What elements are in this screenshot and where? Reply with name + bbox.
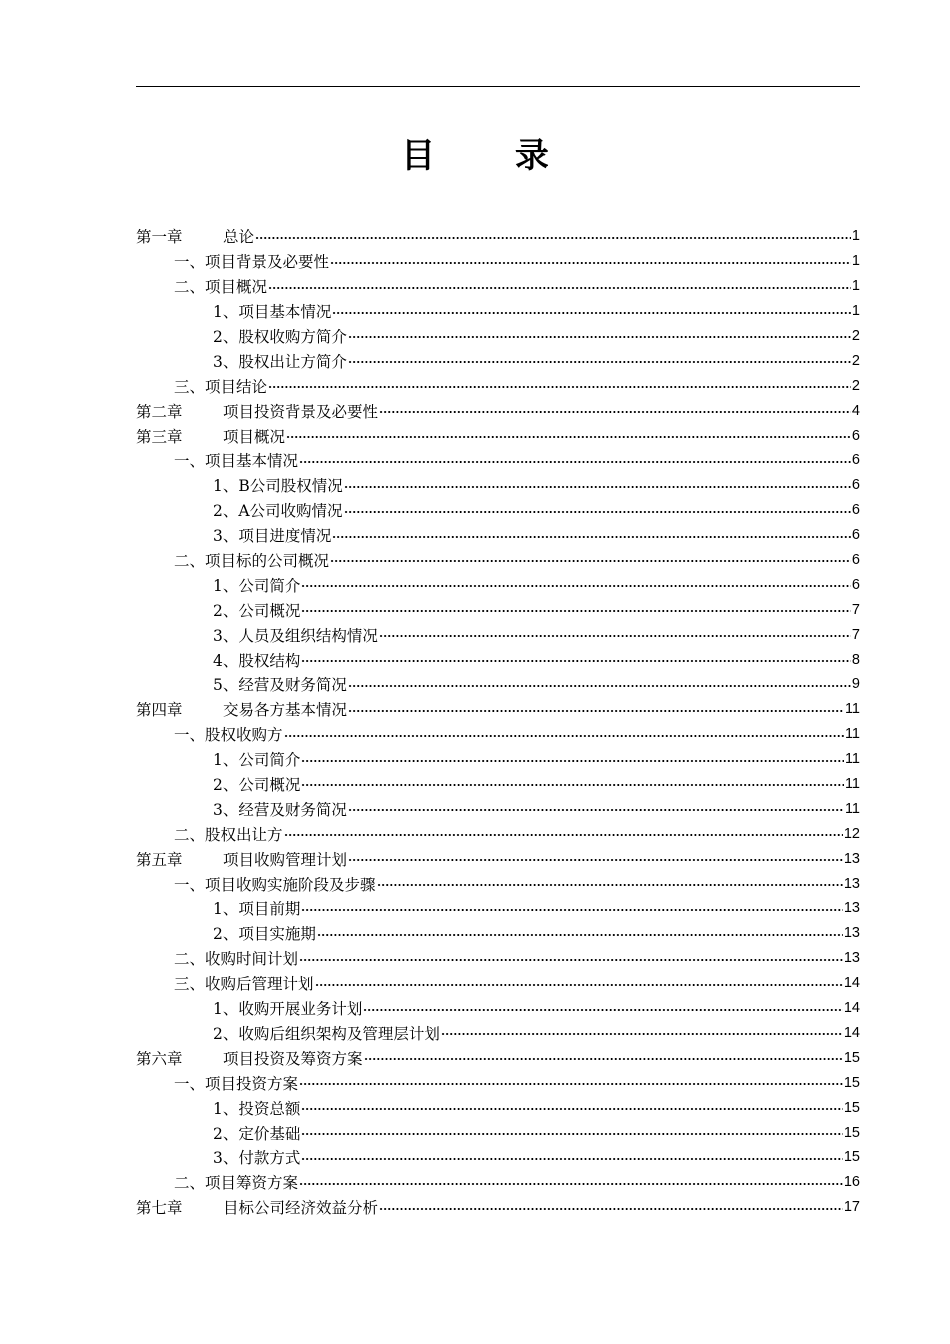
toc-page-number: 13 xyxy=(843,875,860,892)
table-of-contents xyxy=(136,224,860,1220)
toc-chapter-number: 第二章 xyxy=(136,402,183,421)
toc-chapter-entry[interactable] xyxy=(136,423,860,448)
toc-dot-leader xyxy=(255,234,851,242)
toc-page-number: 1 xyxy=(851,303,860,320)
toc-entry-label: 总论 xyxy=(223,228,255,247)
toc-entry-text xyxy=(213,798,347,820)
toc-subsection-entry[interactable] xyxy=(136,523,860,548)
toc-dot-leader xyxy=(348,333,851,341)
toc-entry-text xyxy=(136,1196,378,1218)
toc-dot-leader xyxy=(299,956,843,964)
toc-entry-text xyxy=(213,1122,300,1144)
toc-dot-leader xyxy=(286,433,851,441)
toc-subsection-entry[interactable] xyxy=(136,1145,860,1170)
toc-entry-text xyxy=(213,350,347,372)
toc-subsection-entry[interactable] xyxy=(136,498,860,523)
toc-subsection-entry[interactable] xyxy=(136,473,860,498)
toc-chapter-entry[interactable] xyxy=(136,398,860,423)
toc-entry-label: 2、股权收购方简介 xyxy=(213,328,347,346)
toc-subsection-entry[interactable] xyxy=(136,921,860,946)
toc-page-number: 13 xyxy=(843,850,860,867)
toc-subsection-entry[interactable] xyxy=(136,747,860,772)
toc-dot-leader xyxy=(344,483,851,491)
toc-entry-text xyxy=(213,922,316,944)
toc-page-number: 1 xyxy=(851,253,860,270)
toc-section-entry[interactable] xyxy=(136,548,860,573)
toc-dot-leader xyxy=(301,582,851,590)
toc-entry-label: 1、投资总额 xyxy=(213,1099,301,1118)
toc-page-number: 4 xyxy=(851,402,860,419)
toc-dot-leader xyxy=(301,757,844,765)
toc-entry-label: 3、股权出让方简介 xyxy=(213,352,347,371)
toc-page-number: 11 xyxy=(844,776,860,793)
toc-subsection-entry[interactable] xyxy=(136,299,860,324)
toc-dot-leader xyxy=(301,781,844,789)
toc-entry-text xyxy=(213,997,362,1019)
toc-entry-label: 1、项目基本情况 xyxy=(213,303,332,322)
toc-page-number: 17 xyxy=(843,1199,860,1216)
toc-title: 目 录 xyxy=(401,136,583,176)
toc-chapter-entry[interactable] xyxy=(136,1195,860,1220)
toc-dot-leader xyxy=(299,1080,843,1088)
toc-entry-text xyxy=(174,723,283,745)
toc-subsection-entry[interactable] xyxy=(136,348,860,373)
toc-dot-leader xyxy=(348,856,843,864)
toc-dot-leader xyxy=(348,682,851,690)
toc-page-number: 15 xyxy=(843,1099,860,1116)
toc-page-number: 15 xyxy=(843,1124,860,1141)
toc-entry-text xyxy=(136,400,378,422)
toc-entry-text xyxy=(213,524,331,546)
toc-dot-leader xyxy=(379,408,851,416)
toc-entry-text xyxy=(213,325,347,347)
toc-dot-leader xyxy=(441,1030,843,1038)
toc-entry-label: 二、股权出让方 xyxy=(174,825,283,844)
toc-subsection-entry[interactable] xyxy=(136,672,860,697)
toc-entry-label: 3、项目进度情况 xyxy=(213,527,332,546)
toc-entry-text xyxy=(174,823,283,845)
toc-subsection-entry[interactable] xyxy=(136,772,860,797)
toc-page-number: 9 xyxy=(851,676,860,693)
toc-entry-label: 交易各方基本情况 xyxy=(223,701,348,720)
toc-entry-label: 2、定价基础 xyxy=(213,1124,301,1143)
toc-entry-text xyxy=(136,848,347,870)
toc-entry-text xyxy=(136,698,347,720)
toc-page-number: 14 xyxy=(843,1000,860,1017)
toc-chapter-entry[interactable] xyxy=(136,224,860,249)
toc-entry-label: 1、收购开展业务计划 xyxy=(213,1000,363,1019)
toc-page-number: 12 xyxy=(843,825,860,842)
toc-page-number: 6 xyxy=(851,427,860,444)
toc-subsection-entry[interactable] xyxy=(136,996,860,1021)
toc-entry-label: 3、人员及组织结构情况 xyxy=(213,626,378,645)
toc-entry-text xyxy=(213,1146,300,1168)
toc-chapter-number: 第五章 xyxy=(136,850,183,869)
toc-entry-text xyxy=(174,375,267,397)
toc-entry-text xyxy=(213,300,331,322)
toc-dot-leader xyxy=(348,707,844,715)
toc-dot-leader xyxy=(301,607,851,615)
toc-entry-label: 二、收购时间计划 xyxy=(174,950,299,969)
toc-dot-leader xyxy=(330,259,851,267)
toc-entry-text xyxy=(213,624,378,646)
toc-entry-label: 三、收购后管理计划 xyxy=(174,975,314,994)
toc-section-entry[interactable] xyxy=(136,448,860,473)
toc-dot-leader xyxy=(301,1105,842,1113)
toc-subsection-entry[interactable] xyxy=(136,1120,860,1145)
toc-page-number: 13 xyxy=(843,900,860,917)
toc-page-number: 7 xyxy=(851,601,860,618)
toc-page-number: 1 xyxy=(851,278,860,295)
toc-chapter-number: 第一章 xyxy=(136,228,183,247)
toc-page-number: 6 xyxy=(851,552,860,569)
toc-entry-label: 一、项目收购实施阶段及步骤 xyxy=(174,875,376,894)
toc-page-number: 11 xyxy=(844,726,860,743)
toc-page-number: 6 xyxy=(851,527,860,544)
toc-subsection-entry[interactable] xyxy=(136,796,860,821)
toc-subsection-entry[interactable] xyxy=(136,896,860,921)
toc-dot-leader xyxy=(317,931,843,939)
toc-chapter-number: 第四章 xyxy=(136,701,183,720)
toc-entry-label: 2、A公司收购情况 xyxy=(213,502,343,521)
toc-chapter-entry[interactable] xyxy=(136,846,860,871)
toc-entry-label: 三、项目结论 xyxy=(174,377,268,396)
toc-dot-leader xyxy=(379,1205,843,1213)
toc-subsection-entry[interactable] xyxy=(136,622,860,647)
toc-subsection-entry[interactable] xyxy=(136,1095,860,1120)
toc-entry-text xyxy=(213,599,300,621)
toc-dot-leader xyxy=(377,881,843,889)
toc-entry-label: 3、经营及财务简况 xyxy=(213,800,347,819)
toc-dot-leader xyxy=(284,831,843,839)
toc-entry-label: 1、B公司股权情况 xyxy=(213,477,343,496)
toc-entry-text xyxy=(174,1171,298,1193)
toc-entry-text xyxy=(174,873,376,895)
toc-dot-leader xyxy=(315,981,843,989)
toc-page-number: 13 xyxy=(843,925,860,942)
toc-subsection-entry[interactable] xyxy=(136,1021,860,1046)
toc-entry-label: 一、项目基本情况 xyxy=(174,452,299,471)
toc-dot-leader xyxy=(299,458,851,466)
toc-page-number: 11 xyxy=(844,701,860,718)
toc-page-number: 14 xyxy=(843,1024,860,1041)
toc-entry-text xyxy=(213,574,300,596)
toc-page-number: 2 xyxy=(851,352,860,369)
toc-page-number: 15 xyxy=(843,1049,860,1066)
toc-section-entry[interactable] xyxy=(136,946,860,971)
toc-entry-label: 一、项目投资方案 xyxy=(174,1074,299,1093)
toc-entry-label: 一、股权收购方 xyxy=(174,726,283,745)
toc-entry-label: 二、项目标的公司概况 xyxy=(174,552,330,571)
toc-section-entry[interactable] xyxy=(136,871,860,896)
toc-page-number: 6 xyxy=(851,477,860,494)
toc-section-entry[interactable] xyxy=(136,1070,860,1095)
toc-dot-leader xyxy=(379,632,851,640)
toc-entry-text xyxy=(136,425,285,447)
toc-page-number: 2 xyxy=(851,328,860,344)
toc-entry-text xyxy=(213,1097,300,1119)
toc-entry-text xyxy=(174,1072,298,1094)
toc-dot-leader xyxy=(268,383,851,391)
toc-section-entry[interactable] xyxy=(136,821,860,846)
toc-entry-text xyxy=(136,225,254,247)
toc-subsection-entry[interactable] xyxy=(136,324,860,349)
toc-page-number: 11 xyxy=(844,751,860,768)
toc-entry-label: 2、项目实施期 xyxy=(213,925,316,944)
toc-entry-text xyxy=(174,947,298,969)
toc-dot-leader xyxy=(268,284,851,292)
toc-subsection-entry[interactable] xyxy=(136,597,860,622)
toc-entry-label: 2、收购后组织架构及管理层计划 xyxy=(213,1024,440,1043)
toc-entry-text xyxy=(213,748,300,770)
toc-dot-leader xyxy=(301,1155,842,1163)
toc-dot-leader xyxy=(344,508,851,516)
toc-entry-text xyxy=(136,1047,363,1069)
toc-section-entry[interactable] xyxy=(136,722,860,747)
toc-entry-label: 二、项目概况 xyxy=(174,278,268,297)
toc-page-number: 2 xyxy=(851,377,860,394)
toc-page-number: 6 xyxy=(851,452,860,469)
toc-entry-label: 1、公司简介 xyxy=(213,576,301,595)
toc-entry-text xyxy=(213,1022,440,1044)
toc-chapter-entry[interactable] xyxy=(136,1045,860,1070)
toc-dot-leader xyxy=(301,906,842,914)
toc-entry-label: 2、公司概况 xyxy=(213,776,301,795)
toc-dot-leader xyxy=(332,533,851,541)
toc-entry-label: 3、付款方式 xyxy=(213,1149,301,1168)
toc-chapter-entry[interactable] xyxy=(136,697,860,722)
toc-entry-label: 1、项目前期 xyxy=(213,900,301,919)
toc-dot-leader xyxy=(348,358,851,366)
toc-page-number: 13 xyxy=(843,950,860,967)
toc-entry-text xyxy=(174,972,314,994)
toc-section-entry[interactable] xyxy=(136,274,860,299)
toc-page-number: 6 xyxy=(851,576,860,593)
toc-entry-text xyxy=(174,549,329,571)
toc-page-number: 15 xyxy=(843,1074,860,1091)
toc-entry-text xyxy=(174,275,267,297)
toc-entry-text xyxy=(213,673,347,695)
toc-page-number: 8 xyxy=(851,651,860,668)
toc-entry-label: 二、项目筹资方案 xyxy=(174,1174,299,1193)
toc-page-number: 11 xyxy=(844,800,860,817)
toc-dot-leader xyxy=(299,1180,843,1188)
toc-dot-leader xyxy=(301,657,851,665)
toc-dot-leader xyxy=(284,732,844,740)
toc-page-number: 7 xyxy=(851,626,860,643)
toc-page-number: 15 xyxy=(843,1149,860,1166)
toc-chapter-number: 第三章 xyxy=(136,427,183,446)
toc-entry-label: 1、公司简介 xyxy=(213,751,301,770)
toc-section-entry[interactable] xyxy=(136,373,860,398)
toc-entry-label: 4、股权结构 xyxy=(213,651,301,670)
toc-entry-text xyxy=(213,649,300,671)
toc-entry-label: 项目概况 xyxy=(223,427,286,446)
toc-page-number: 1 xyxy=(851,228,860,245)
toc-entry-text xyxy=(174,250,329,272)
toc-page-number: 6 xyxy=(851,502,860,519)
toc-entry-text xyxy=(213,773,300,795)
header-rule xyxy=(136,86,860,87)
toc-dot-leader xyxy=(301,1130,842,1138)
toc-entry-text xyxy=(174,449,298,471)
toc-entry-label: 目标公司经济效益分析 xyxy=(223,1199,379,1218)
toc-entry-text xyxy=(213,499,343,521)
toc-dot-leader xyxy=(363,1006,842,1014)
toc-dot-leader xyxy=(348,806,844,814)
toc-page-number: 14 xyxy=(843,975,860,992)
toc-entry-label: 项目投资及筹资方案 xyxy=(223,1049,363,1068)
toc-entry-label: 2、公司概况 xyxy=(213,601,301,620)
toc-dot-leader xyxy=(330,557,851,565)
toc-chapter-number: 第七章 xyxy=(136,1199,183,1218)
toc-entry-text xyxy=(213,474,343,496)
toc-dot-leader xyxy=(332,309,851,317)
toc-section-entry[interactable] xyxy=(136,249,860,274)
toc-entry-label: 5、经营及财务简况 xyxy=(213,676,347,695)
toc-entry-text xyxy=(213,897,300,919)
toc-subsection-entry[interactable] xyxy=(136,572,860,597)
toc-entry-label: 一、项目背景及必要性 xyxy=(174,253,330,272)
toc-entry-label: 项目收购管理计划 xyxy=(223,850,348,869)
toc-entry-label: 项目投资背景及必要性 xyxy=(223,402,379,421)
toc-section-entry[interactable] xyxy=(136,971,860,996)
toc-subsection-entry[interactable] xyxy=(136,647,860,672)
toc-page-number: 16 xyxy=(843,1174,860,1191)
toc-chapter-number: 第六章 xyxy=(136,1049,183,1068)
toc-dot-leader xyxy=(364,1055,843,1063)
toc-section-entry[interactable] xyxy=(136,1170,860,1195)
